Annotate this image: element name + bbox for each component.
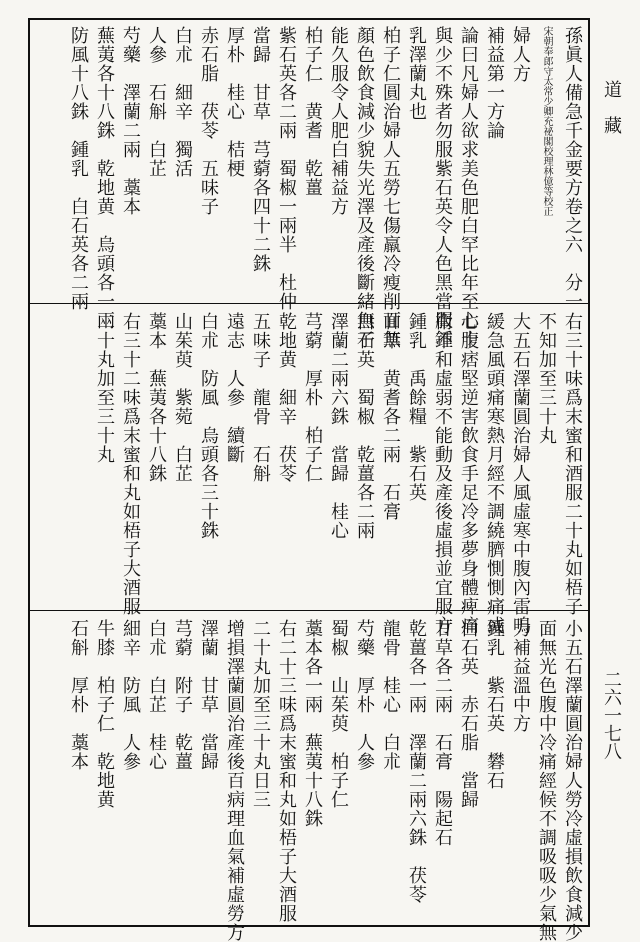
panel-3-column: 細辛 防風 人參	[120, 619, 141, 771]
panel-3-column: 龍骨 桂心 白朮	[380, 619, 401, 771]
panel-2-column: 芎藭 厚朴 柏子仁	[302, 312, 323, 483]
panel-3-column: 澤蘭 甘草 當歸	[198, 619, 219, 771]
panel-3-column: 蜀椒 山茱萸 柏子仁	[328, 619, 349, 809]
panel-2-column: 山茱萸 紫菀 白芷	[172, 312, 193, 483]
panel-3-column: 右二十三味爲末蜜和丸如梧子大酒服	[276, 619, 297, 923]
panel-1-column: 柏子仁 黄耆 乾薑	[302, 26, 323, 197]
panel-3-column: 牛膝 柏子仁 乾地黄	[94, 619, 115, 809]
panel-2-column: 不知加至三十丸	[536, 312, 557, 445]
panel-3-column: 白朮 白芷 桂心	[146, 619, 167, 771]
panel-1-column: 孫眞人備急千金要方卷之六 分一	[562, 26, 583, 311]
panel-3-column: 芎藭 附子 乾薑	[172, 619, 193, 771]
panel-1-column: 當歸 甘草 芎藭各四十二銖	[250, 26, 271, 273]
side-label-daozang: 道 藏	[601, 80, 622, 134]
panel-2-column: 白石英 蜀椒 乾薑各二兩	[354, 312, 375, 540]
panel-1-column: 乳澤蘭丸也	[406, 26, 427, 121]
panel-1-column: 厚朴 桂心 桔梗	[224, 26, 245, 178]
panel-1-column: 論曰凡婦人欲求美色肥白罕比年至七十	[458, 26, 479, 349]
panel-1-column: 白朮 細辛 獨活	[172, 26, 193, 178]
side-label-page-number: 二六一七八	[601, 670, 622, 760]
panel-1-column: 婦人方	[510, 26, 531, 83]
panel-3-column: 甘草各二兩 石膏 陽起石	[432, 619, 453, 847]
panel-1-column: 人參 石斛 白芷	[146, 26, 167, 178]
panel-1-column: 蕪荑各十八銖 乾地黄 烏頭各一兩	[94, 26, 115, 330]
panel-1-column: 與少不殊者勿服紫石英令人色黑當服鍾	[432, 26, 453, 349]
panel-1-column: 補益第一方論	[484, 26, 505, 140]
panel-2-column: 甘草 黄耆各二兩 石膏	[380, 312, 401, 521]
panel-1-column: 赤石脂 茯苓 五味子	[198, 26, 219, 216]
panel-2-column: 藁本 蕪荑各十八銖	[146, 312, 167, 483]
panel-2-column: 大五石澤蘭圓治婦人風虛寒中腹內雷鳴	[510, 312, 531, 635]
panel-1-column: 柏子仁圓治婦人五勞七傷羸冷瘦削面無	[380, 26, 401, 349]
panel-1-column: 宋朝奉郎守太常少卿充祕閣校理林億等校正	[541, 26, 552, 216]
panel-1-column: 芍藥 澤蘭二兩 藁本	[120, 26, 141, 216]
panel-1-column: 紫石英各二兩 蜀椒一兩半 杜仲	[276, 26, 297, 311]
panel-2-column: 右三十味爲末蜜和酒服二十丸如梧子	[562, 312, 583, 616]
panel-2-column: 衛不和虛弱不能動及產後虛損並宜服方	[432, 312, 453, 635]
panel-3-column: 面無光色腹中冷痛經候不調吸吸少氣無	[536, 619, 557, 942]
panel-2-column: 心腹痞堅逆害飲食手足冷多夢身體痺痛	[458, 312, 479, 635]
panel-3-column: 增損澤蘭圓治產後百病理血氣補虛勞方	[224, 619, 245, 942]
panel-3-column: 石斛 厚朴 藁本	[68, 619, 89, 771]
panel-3-column: 藁本各一兩 蕪荑十八銖	[302, 619, 323, 828]
panel-3-column: 二十丸加至三十丸日三	[250, 619, 271, 809]
panel-2-column: 白朮 防風 烏頭各三十銖	[198, 312, 219, 540]
panel-2-column: 緩急風頭痛寒熱月經不調繞臍惻惻痛或	[484, 312, 505, 635]
panel-3-column: 白石英 赤石脂 當歸	[458, 619, 479, 809]
panel-2-column: 右三十二味爲末蜜和丸如梧子大酒服	[120, 312, 141, 616]
panel-2-column: 二十丸加至三十丸	[94, 312, 115, 464]
panel-2-column: 鍾乳 禹餘糧 紫石英	[406, 312, 427, 502]
panel-3-column: 芍藥 厚朴 人參	[354, 619, 375, 771]
panel-2-column: 遠志 人參 續斷	[224, 312, 245, 464]
panel-3-column: 鍾乳 紫石英 礬石	[484, 619, 505, 790]
panel-3-column: 小五石澤蘭圓治婦人勞冷虛損飲食減少	[562, 619, 583, 942]
panel-1-column: 能久服令人肥白補益方	[328, 26, 349, 216]
panel-1-column: 防風十八銖 鍾乳 白石英各二兩	[68, 26, 89, 311]
panel-2-column: 五味子 龍骨 石斛	[250, 312, 271, 483]
panel-3-column: 力補益溫中方	[510, 619, 531, 733]
panel-2-column: 乾地黄 細辛 茯苓	[276, 312, 297, 483]
panel-2-column: 澤蘭二兩六銖 當歸 桂心	[328, 312, 349, 540]
panel-1-column: 顏色飲食減少貌失光澤及產後斷緒無子	[354, 26, 375, 349]
panel-3-column: 乾薑各一兩 澤蘭二兩六銖 茯苓	[406, 619, 427, 904]
